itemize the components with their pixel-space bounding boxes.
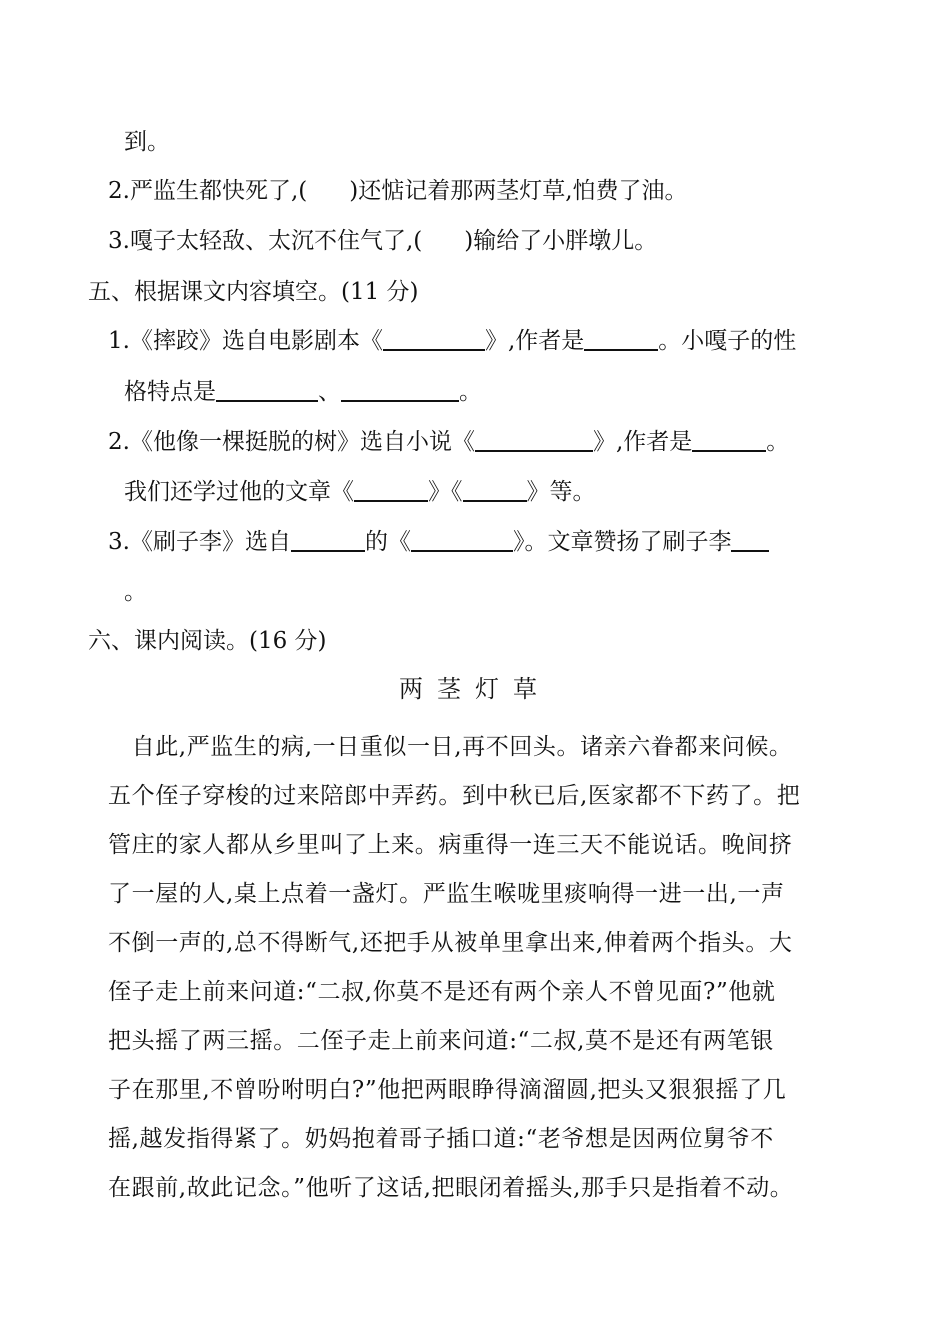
q4-item-2 <box>108 176 688 206</box>
q5-item-1-text-c: 。小嘎子的性 <box>658 328 797 354</box>
q5-item-1-text-d: 格特点是 <box>124 379 216 405</box>
q5-item-1-text-b: 》,作者是 <box>484 328 585 354</box>
q5-item-2-blank-novel[interactable] <box>475 428 593 452</box>
q5-item-2-blank-author[interactable] <box>692 428 766 452</box>
passage-line: 侄子走上前来问道:“二叔,你莫不是还有两个亲人不曾见面?”他就 <box>108 979 776 1005</box>
passage-line: 在跟前,故此记念。”他听了这话,把眼闭着摇头,那手只是指着不动。 <box>108 1175 794 1201</box>
q5-item-1-text-e: 、 <box>318 379 341 405</box>
q4-item-3 <box>108 226 657 256</box>
q4-continuation: 到。 <box>124 129 170 155</box>
q5-item-2 <box>108 427 789 457</box>
q4-item-2-text-a: 2.严监生都快死了,( <box>108 178 308 204</box>
q5-item-3-text-b: 的《 <box>364 529 411 555</box>
q5-item-2-blank-article-2[interactable] <box>463 478 527 502</box>
q4-item-3-text-b: )输给了小胖墩儿。 <box>464 228 658 254</box>
q4-item-2-text-b: )还惦记着那两茎灯草,怕费了油。 <box>349 178 688 204</box>
passage-line: 了一屋的人,桌上点着一盏灯。严监生喉咙里痰响得一进一出,一声 <box>108 881 785 907</box>
q5-item-1-text-f: 。 <box>459 379 482 405</box>
passage-line: 自此,严监生的病,一日重似一日,再不回头。诸亲六眷都来问候。 <box>108 734 793 760</box>
q5-item-1-blank-script[interactable] <box>383 327 485 351</box>
q5-item-2-text-a: 2.《他像一棵挺脱的树》选自小说《 <box>108 429 475 455</box>
q5-item-2-text-f: 》等。 <box>526 479 596 505</box>
q5-item-2-text-e: 》《 <box>428 479 463 505</box>
passage-line: 摇,越发指得紧了。奶妈抱着哥子插口道:“老爷想是因两位舅爷不 <box>108 1126 774 1152</box>
reading-passage <box>108 723 868 1213</box>
q5-item-2-text-b: 》,作者是 <box>592 429 693 455</box>
q5-item-1-text-a: 1.《摔跤》选自电影剧本《 <box>108 328 383 354</box>
q4-item-3-text-a: 3.嘎子太轻敌、太沉不住气了,( <box>108 228 423 254</box>
q5-item-3 <box>108 527 769 557</box>
q5-item-1-blank-trait-2[interactable] <box>341 378 459 402</box>
passage-line: 子在那里,不曾吩咐明白?”他把两眼睁得滴溜圆,把头又狠狠摇了几 <box>108 1077 787 1103</box>
q5-item-3-text-c: 》。文章赞扬了刷子李 <box>512 529 732 555</box>
q5-item-3-blank-source[interactable] <box>291 528 365 552</box>
q5-item-3-blank-praise[interactable] <box>731 528 769 552</box>
q5-item-3-blank-book[interactable] <box>411 528 513 552</box>
passage-line: 把头摇了两三摇。二侄子走上前来问道:“二叔,莫不是还有两笔银 <box>108 1028 774 1054</box>
q5-item-1-cont <box>124 377 482 407</box>
q5-item-2-text-c: 。 <box>766 429 790 455</box>
passage-line: 五个侄子穿梭的过来陪郎中弄药。到中秋已后,医家都不下药了。把 <box>108 783 801 809</box>
q6-heading: 六、课内阅读。(16 分) <box>88 628 327 654</box>
passage-line: 不倒一声的,总不得断气,还把手从被单里拿出来,伸着两个指头。大 <box>108 930 793 956</box>
passage-line: 管庄的家人都从乡里叫了上来。病重得一连三天不能说话。晚间挤 <box>108 832 793 858</box>
q5-item-3-cont: 。 <box>124 579 147 605</box>
q5-item-2-cont <box>124 477 596 507</box>
q5-item-2-text-d: 我们还学过他的文章《 <box>124 479 354 505</box>
q5-item-3-text-a: 3.《刷子李》选自 <box>108 529 291 555</box>
q5-item-1 <box>108 326 796 356</box>
q5-item-2-blank-article-1[interactable] <box>354 478 428 502</box>
q5-item-1-blank-author[interactable] <box>584 327 658 351</box>
passage-title: 两茎灯草 <box>399 675 551 703</box>
q5-item-1-blank-trait-1[interactable] <box>216 378 318 402</box>
q5-heading: 五、根据课文内容填空。(11 分) <box>88 279 419 305</box>
